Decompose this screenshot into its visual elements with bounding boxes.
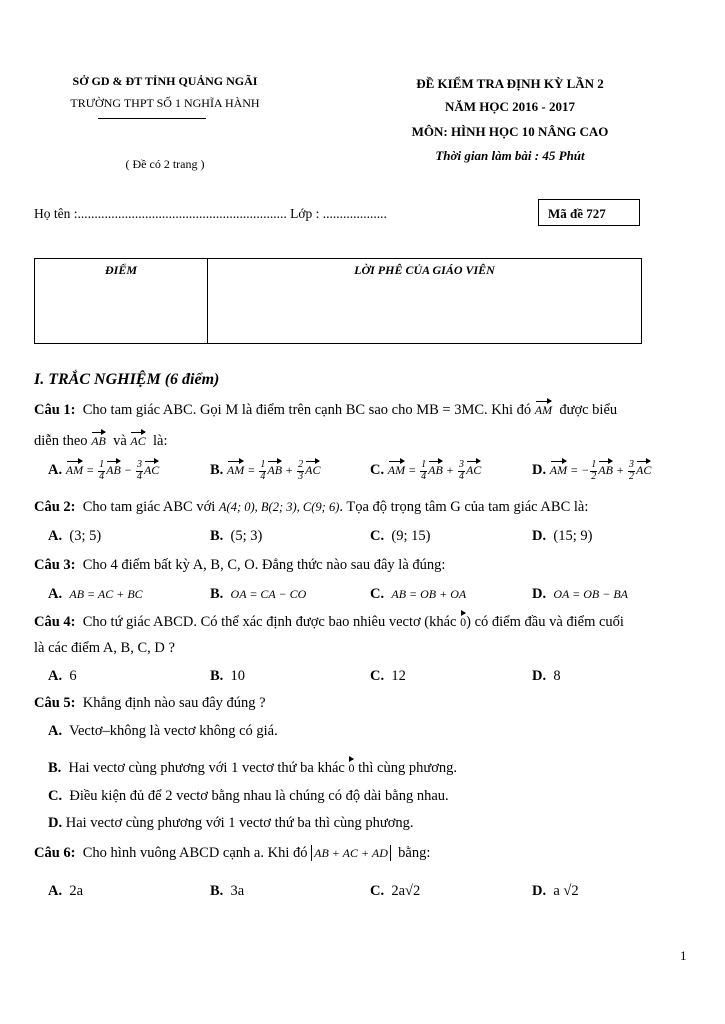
q5-line: Câu 5: Khẳng định nào sau đây đúng ? <box>34 695 266 711</box>
exam-time: Thời gian làm bài : 45 Phút <box>435 148 585 163</box>
q3-option-d[interactable]: D. OA = OB − BA <box>532 586 628 602</box>
q4-label: Câu 4: <box>34 614 76 630</box>
q6-label: Câu 6: <box>34 845 76 861</box>
q3-label: Câu 3: <box>34 557 76 573</box>
q4-option-b[interactable]: B. 10 <box>210 668 246 684</box>
q1-option-b[interactable]: B. AM = $\frac{1}{4}$ AB + $\frac{2}{3}$ AC <box>210 459 321 482</box>
vector-AC: AC <box>130 434 146 448</box>
q4-option-d[interactable]: D. 8 <box>532 668 561 684</box>
q4-option-c[interactable]: C. 12 <box>370 668 406 684</box>
q6-expression: AB + AC + AD <box>311 845 391 861</box>
q3-option-c[interactable]: C. AB = OB + OA <box>370 586 467 602</box>
q1-option-d[interactable]: D. AM = − $\frac{1}{2}$ AB + $\frac{3}{2}$ AC <box>532 459 652 482</box>
q2-points: A(4; 0), B(2; 3), C(9; 6) <box>218 500 340 514</box>
page-number: 1 <box>680 948 687 963</box>
q3-line: Câu 3: Cho 4 điểm bất kỳ A, B, C, O. Đẳng thức nào sau đây là đúng: <box>34 557 446 573</box>
q4-line2: là các điểm A, B, C, D ? <box>34 640 175 656</box>
school-year: NĂM HỌC 2016 - 2017 <box>445 99 575 114</box>
q1-line1: Câu 1: Cho tam giác ABC. Gọi M là điểm trên cạnh BC sao cho MB = 3MC. Khi đó AM được biểu <box>34 402 618 418</box>
q2-option-d[interactable]: D. (15; 9) <box>532 528 593 544</box>
section-title: I. TRẮC NGHIỆM (6 điểm) <box>34 371 220 388</box>
subject: MÔN: HÌNH HỌC 10 NÂNG CAO <box>411 124 609 139</box>
name-label: Họ tên :.............................................................. <box>34 206 287 221</box>
zero-vector: 0 <box>460 615 467 629</box>
school-name: TRƯỜNG THPT SỐ 1 NGHĨA HÀNH <box>70 96 260 110</box>
q4-line1: Câu 4: Cho tứ giác ABCD. Có thể xác định được bao nhiêu vectơ (khác 0) có điểm đầu và điểm cuối <box>34 614 624 630</box>
school-underline <box>98 118 206 119</box>
q5-option-a[interactable]: A. Vectơ–không là vectơ không có giá. <box>48 723 278 739</box>
q1-label: Câu 1: <box>34 402 76 418</box>
q2-option-b[interactable]: B. (5; 3) <box>210 528 263 544</box>
q1-option-c[interactable]: C. AM = $\frac{1}{4}$ AB + $\frac{3}{4}$ AC <box>370 459 482 482</box>
q5-option-b[interactable]: B. Hai vectơ cùng phương với 1 vectơ thứ ba khác 0 thì cùng phương. <box>48 760 458 776</box>
zero-vector: 0 <box>348 761 355 775</box>
q5-label: Câu 5: <box>34 695 76 711</box>
pages-note: ( Đề có 2 trang ) <box>125 157 205 171</box>
exam-code: Mã đề 727 <box>538 199 640 226</box>
class-label: Lớp : ................... <box>290 206 387 221</box>
q6-option-d[interactable]: D. a √2 <box>532 883 579 899</box>
dept-name: SỞ GD & ĐT TỈNH QUẢNG NGÃI <box>72 74 258 88</box>
q2-option-a[interactable]: A. (3; 5) <box>48 528 102 544</box>
q6-option-b[interactable]: B. 3a <box>210 883 245 899</box>
q5-option-d[interactable]: D. Hai vectơ cùng phương với 1 vectơ thứ ba thì cùng phương. <box>48 815 414 831</box>
q4-option-a[interactable]: A. 6 <box>48 668 77 684</box>
q6-option-c[interactable]: C. 2a√2 <box>370 883 421 899</box>
grade-table <box>34 258 642 344</box>
q2-label: Câu 2: <box>34 499 76 515</box>
vector-AB: AB <box>91 434 106 448</box>
q6-line: Câu 6: Cho hình vuông ABCD cạnh a. Khi đó AB + AC + AD bằng: <box>34 845 431 861</box>
score-header: ĐIỂM <box>35 259 208 344</box>
q6-option-a[interactable]: A. 2a <box>48 883 84 899</box>
q5-option-c[interactable]: C. Điều kiện đủ để 2 vectơ bằng nhau là chúng có độ dài bằng nhau. <box>48 788 449 804</box>
q3-option-b[interactable]: B. OA = CA − CO <box>210 586 307 602</box>
vector-AM: AM <box>534 403 553 417</box>
exam-title: ĐỀ KIỂM TRA ĐỊNH KỲ LẦN 2 <box>416 76 604 91</box>
q2-option-c[interactable]: C. (9; 15) <box>370 528 431 544</box>
comment-header: LỜI PHÊ CỦA GIÁO VIÊN <box>208 259 642 344</box>
q2-line: Câu 2: Cho tam giác ABC với A(4; 0), B(2; 3), C(9; 6). Tọa độ trọng tâm G của tam giác ABC là: <box>34 499 589 515</box>
q3-option-a[interactable]: A. AB = AC + BC <box>48 586 143 602</box>
q1-line2: diễn theo AB và AC là: <box>34 433 168 449</box>
q1-option-a[interactable]: A. AM = $\frac{1}{4}$ AB − $\frac{3}{4}$ AC <box>48 459 160 482</box>
